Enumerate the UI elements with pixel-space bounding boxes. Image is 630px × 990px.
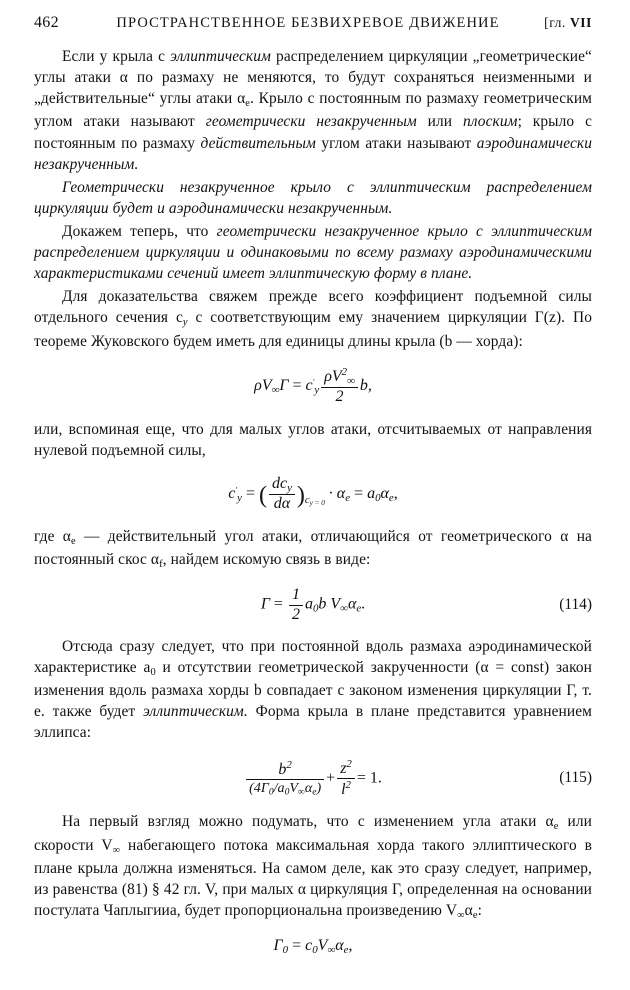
- f5-comma: ,: [348, 937, 353, 955]
- paragraph-7: [34, 636, 592, 744]
- f3-half: [289, 586, 303, 624]
- p3-italic: геометрически незакрученное крыло с эллиптическим распределением циркуляции и одинаковыми по всему размаху аэродинамическими характеристиками сечений имеет эллиптическую форму в плане.: [34, 222, 592, 283]
- f3-alpha-sub: e: [356, 602, 362, 615]
- f2-dot: ·: [328, 484, 333, 502]
- f4-den-v: V: [289, 780, 298, 797]
- f4-z: z: [340, 759, 347, 777]
- running-title: ПРОСТРАНСТВЕННОЕ БЕЗВИХРЕВОЕ ДВИЖЕНИЕ: [116, 15, 500, 31]
- f2-equals-2: =: [354, 484, 364, 502]
- p1-text-c: . Крыло с постоянным по размаху геометрическим углом атаки называют: [34, 90, 592, 131]
- f4-l-sup: 2: [345, 778, 351, 791]
- p8-text-d: α: [464, 901, 473, 919]
- page-header: [34, 14, 592, 32]
- f3-period: .: [361, 595, 366, 613]
- p8-text-a: На первый взгляд можно подумать, что с изменением угла атаки α: [62, 813, 554, 831]
- p8-text-b: или скорости V: [34, 813, 593, 854]
- f1-v: V: [261, 376, 272, 394]
- f1-num-v-sup: 2: [341, 365, 348, 378]
- f4-second-fraction: [337, 758, 355, 800]
- f5-alpha: α: [335, 937, 344, 955]
- p8-sub-4: e: [472, 909, 478, 921]
- p1-sub-1: e: [245, 98, 251, 110]
- p1-text-f: углом атаки называют: [315, 134, 477, 152]
- f5-gamma-sub: 0: [282, 944, 289, 957]
- formula-rho-v-gamma: $\rho V_\infty\Gamma = c'_y$ $\frac{\rho V^2_\infty}{2}$ b,: [254, 365, 372, 406]
- f4-b: b: [278, 760, 287, 778]
- p8-sub-2: ∞: [112, 844, 121, 856]
- p8-text-c: набегающего потока максимальная хорда такого эллиптического в плане крыла должна изменяться. На самом деле, как это сразу следует, например, из равенства (81) § 42 гл. V, при малых α циркуляция Γ, определенная на основании постулата Чаплыгииа, будет пропорциональна произведению V: [34, 836, 592, 919]
- chapter-label: [522, 15, 592, 31]
- f2-a0-sub: 0: [375, 491, 381, 504]
- p1-text-d: или: [416, 113, 464, 131]
- f1-fraction: [321, 366, 358, 407]
- f2-alpha: α: [336, 484, 346, 502]
- f1-v-sub: ∞: [271, 383, 280, 396]
- f2-equals-1: =: [245, 484, 255, 502]
- f2-den: dα: [273, 495, 291, 513]
- f2-paren-sub-y0: y = 0: [309, 499, 325, 508]
- f4-den-v-sub: ∞: [297, 786, 305, 798]
- f2-num: dc: [271, 474, 288, 492]
- f2-alpha2-sub: e: [388, 491, 394, 504]
- p3-text-a: Докажем теперь, что: [62, 222, 217, 240]
- p8-sub-1: e: [553, 821, 559, 833]
- f3-equals: =: [273, 595, 283, 613]
- f3-a-sub: 0: [312, 602, 319, 615]
- f2-paren-sub: [305, 495, 325, 506]
- chapter-label-text: [гл.: [544, 15, 566, 30]
- p7-sub-1: 0: [150, 666, 156, 678]
- p4-text-c: (z). По теореме Жуковского будем иметь для единицы длины крыла (b — хорда):: [34, 309, 592, 350]
- f2-paren-open: (: [258, 482, 267, 509]
- f5-c: c: [305, 937, 313, 955]
- f2-paren-close: ): [296, 482, 305, 509]
- f5-v: V: [317, 937, 328, 955]
- f2-num-sub: y: [287, 481, 292, 494]
- p1-italic-5: аэродинамически незакрученным.: [34, 134, 592, 173]
- paragraph-6: [34, 526, 592, 573]
- f4-den-alpha-sub: e: [312, 786, 317, 798]
- f3-half-num: 1: [289, 586, 303, 605]
- f4-den-alpha: α: [304, 780, 313, 797]
- p6-text-a: где α: [34, 527, 71, 545]
- f4-b-sup: 2: [286, 758, 292, 771]
- f3-a: a: [304, 595, 313, 613]
- p7-text-a: Отсюда сразу следует, что при постоянной вдоль размаха аэродинамической характеристике a: [34, 637, 592, 676]
- p7-text-c: Форма крыла в плане представится уравнением эллипса:: [34, 703, 592, 742]
- f2-a0: a: [367, 484, 376, 502]
- f3-alpha: α: [347, 595, 357, 613]
- f4-den-a: /a: [273, 780, 285, 797]
- p8-sub-3: ∞: [457, 909, 465, 921]
- paragraph-8: [34, 811, 592, 923]
- f1-num-v: V: [331, 367, 342, 385]
- f4-equals-one: = 1.: [356, 769, 382, 787]
- chapter-roman: VII: [569, 15, 592, 30]
- f1-equals: =: [292, 376, 302, 394]
- f1-den: 2: [335, 388, 344, 406]
- p1-text-e: ; крыло с постоянным по размаху: [34, 113, 592, 152]
- p4-text-a: Для доказательства свяжем прежде всего коэффициент подъемной силы отдельного сечения c: [34, 288, 592, 327]
- p1-italic-1: эллиптическим: [170, 48, 271, 65]
- f4-l: l: [341, 780, 346, 798]
- f1-c-sub: y: [314, 383, 320, 396]
- f5-gamma: Γ: [273, 937, 283, 955]
- paragraph-3: [34, 221, 592, 284]
- f4-first-fraction: [246, 759, 324, 798]
- p6-text-c: , найдем искомую связь в виде:: [162, 550, 371, 568]
- f4-den-open: (4Γ: [249, 780, 269, 797]
- f1-num-v-sub: ∞: [347, 374, 355, 387]
- f1-rho: ρ: [254, 376, 262, 394]
- f4-den-a-sub: 0: [284, 786, 290, 798]
- f3-v-sub: ∞: [340, 602, 348, 615]
- f2-c: c: [228, 484, 236, 502]
- p4-sub-1: y: [182, 317, 188, 329]
- f2-paren-sub-c: c: [304, 495, 310, 507]
- paragraph-4: [34, 286, 592, 351]
- paragraph-5: или, вспоминая еще, что для малых углов атаки, отсчитываемых от направления нулевой подъемной силы,: [34, 420, 592, 459]
- f2-comma: ,: [393, 484, 398, 502]
- formula-114: [34, 586, 592, 624]
- f5-v-sub: ∞: [327, 944, 336, 957]
- p8-text-e: :: [477, 901, 482, 919]
- p4-text-b: с соответствующим ему значением циркуляции Γ: [187, 309, 544, 327]
- f3-b: b: [318, 595, 327, 613]
- f3-gamma: Γ: [260, 595, 270, 613]
- page-number: 462: [34, 14, 59, 31]
- f1-num-rho: ρ: [324, 367, 332, 385]
- p1-text-a: Если у крыла с: [62, 48, 171, 65]
- equation-number-115: (115): [559, 769, 592, 787]
- f3-half-den: 2: [291, 605, 300, 623]
- paragraph-2: Геометрически незакрученное крыло с эллиптическим распределением циркуляции будет и аэродинамически незакрученным.: [34, 178, 592, 217]
- f2-c-sub: y: [237, 491, 242, 504]
- p6-text-b: — действительный угол атаки, отличающийся от геометрического α на постоянный скос α: [34, 527, 592, 568]
- f1-c: c: [305, 376, 313, 394]
- p7-italic: эллиптическим.: [143, 703, 248, 721]
- p1-italic-4: действительным: [200, 134, 316, 152]
- f5-equals: =: [292, 937, 302, 955]
- f5-c-sub: 0: [312, 944, 318, 957]
- formula-cy-derivative: $c'_y$ = ( $\frac{dc_y}{d\alpha}$ )$_{c_{y = 0}} \cdot \alpha_e = a_0\alpha_e$,: [228, 474, 398, 513]
- formula-115: [34, 758, 592, 800]
- equation-number-114: (114): [559, 596, 592, 614]
- f1-b: b,: [359, 376, 372, 394]
- f4-z-sup: 2: [346, 757, 352, 770]
- f4-plus: +: [326, 769, 336, 787]
- p1-italic-2: геометрически незакрученным: [205, 113, 417, 131]
- p1-italic-3: плоским: [463, 113, 518, 131]
- formula-gamma0: [34, 937, 592, 956]
- f2-alpha2: α: [380, 484, 389, 502]
- p6-sub-1: e: [70, 535, 76, 547]
- f4-den-gamma-sub: 0: [268, 786, 274, 798]
- p6-sub-2: f: [159, 558, 163, 570]
- p1-text-b: распределением циркуляции „геометрические“ углы атаки α по размаху не меняются, то будут сохраняться неизменными и „действительные“ углы атаки α: [34, 48, 592, 108]
- f4-den-close: ): [316, 780, 322, 797]
- f2-fraction: [269, 475, 295, 514]
- f2-alpha-sub: e: [345, 491, 351, 504]
- f1-gamma: Γ: [279, 376, 289, 394]
- paragraph-1: [34, 46, 592, 175]
- f5-alpha-sub: e: [343, 944, 349, 957]
- f3-v: V: [330, 595, 341, 613]
- p7-text-b: и отсутствии геометрической закрученности (α = const) закон изменения вдоль размаха хорды b совпадает с законом изменения циркуляции Γ, т. е. также будет: [34, 659, 592, 721]
